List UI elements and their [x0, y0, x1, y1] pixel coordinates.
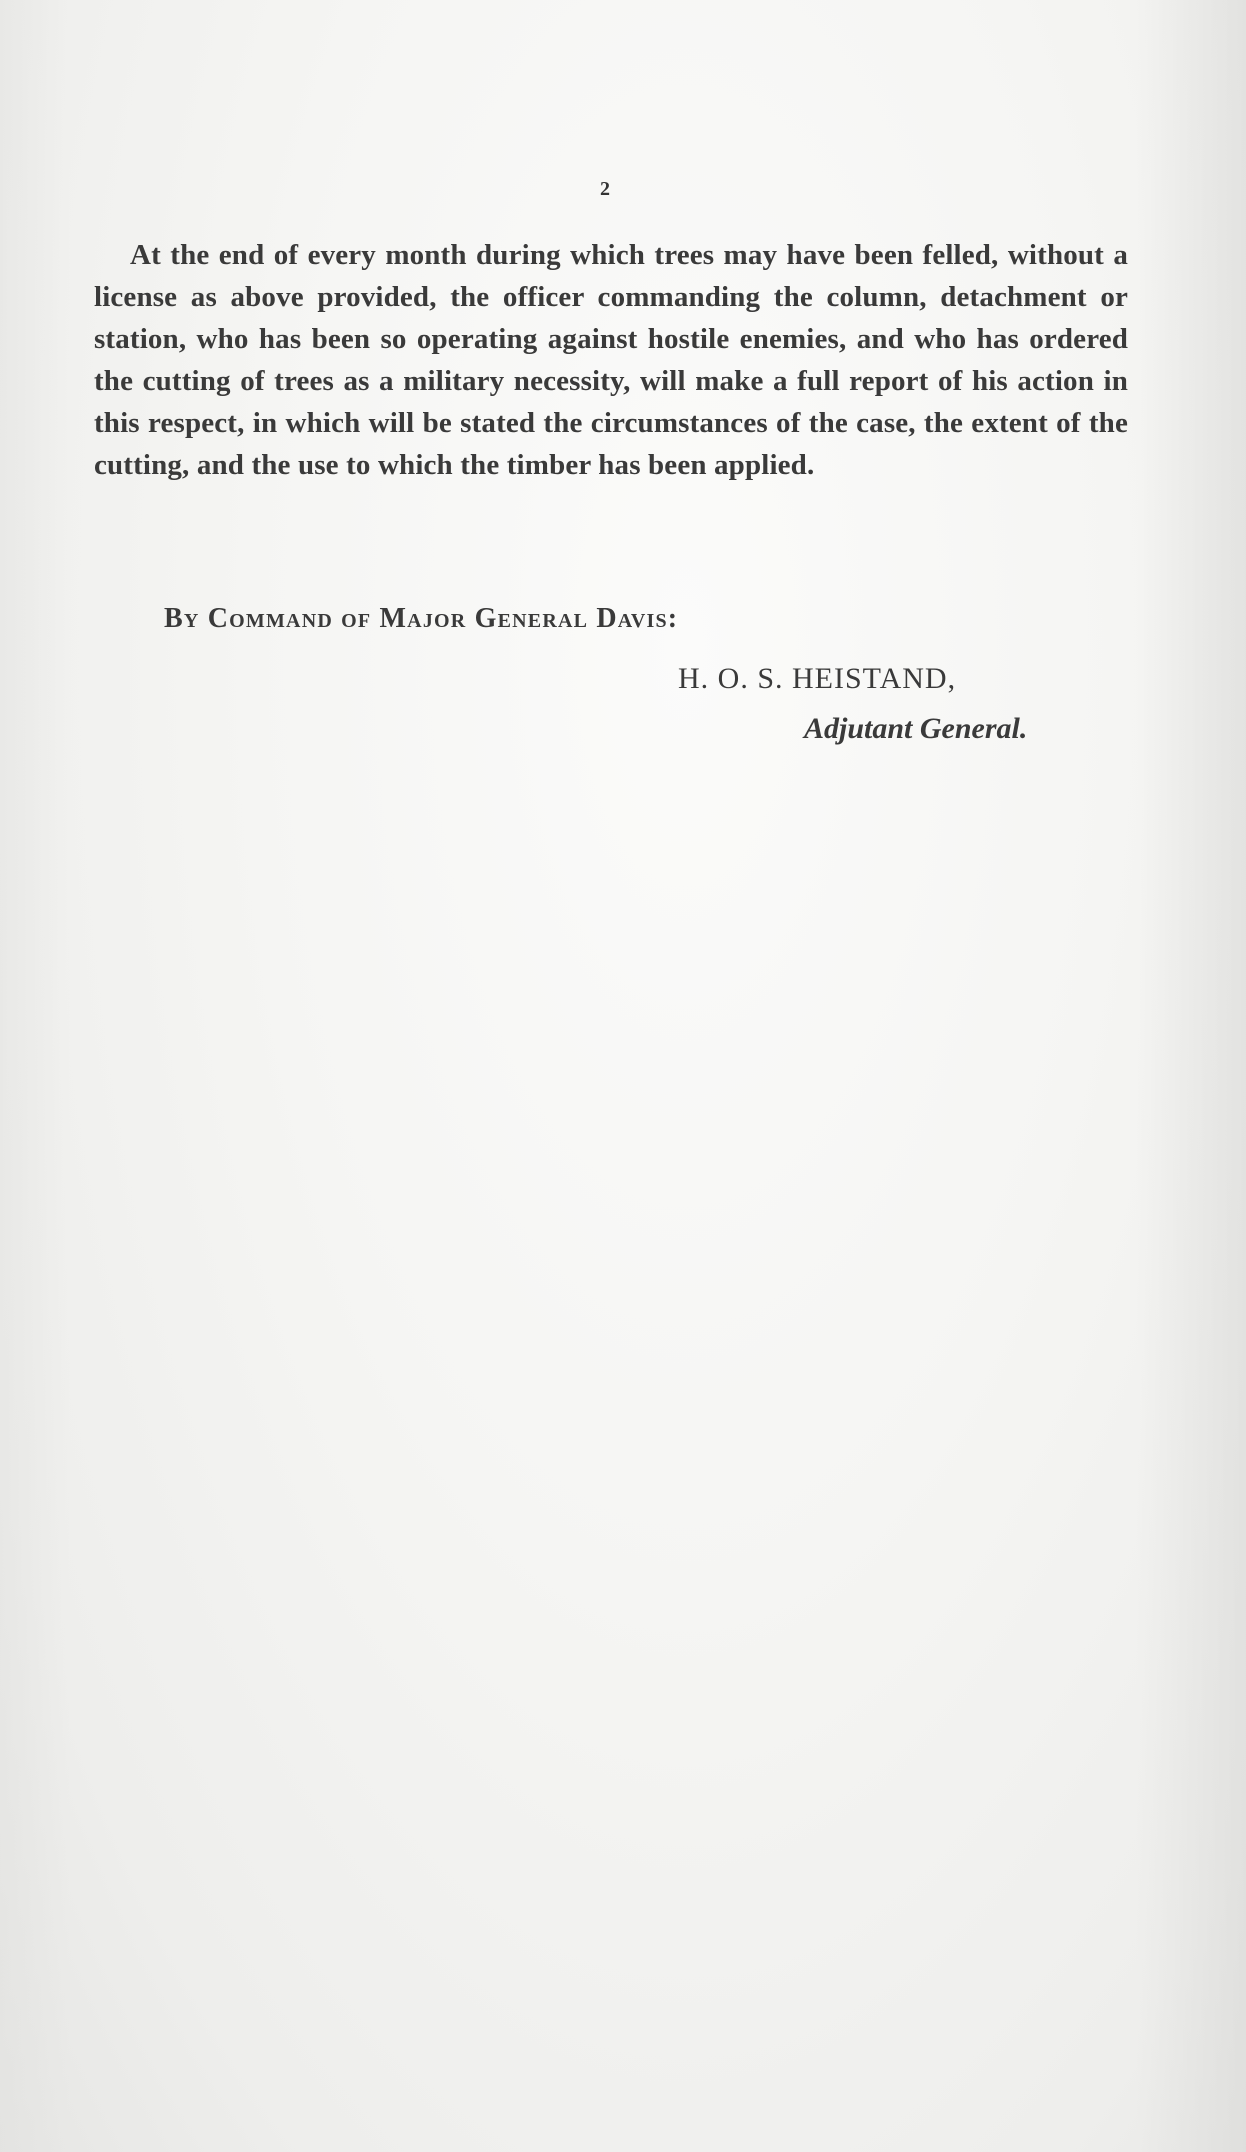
command-line: By Command of Major General Davis:	[164, 603, 679, 634]
body-paragraph: At the end of every month during which trees may have been felled, without a license as above provided, the officer commanding the column, detachment or station, who has been so operating against hostile enemies, and who has ordered the cutting of trees as a military necessity, will make a full report of his action in this respect, in which will be stated the circumstances of the case, the extent of the cutting, and the use to which the timber has been applied.	[94, 239, 1128, 481]
page-number: 2	[600, 178, 610, 200]
page-edge-shadow-right	[1136, 0, 1246, 2152]
page-edge-shadow-left	[0, 0, 70, 2152]
signer-title: Adjutant General.	[804, 712, 1028, 745]
signer-name: H. O. S. HEISTAND,	[678, 662, 957, 695]
